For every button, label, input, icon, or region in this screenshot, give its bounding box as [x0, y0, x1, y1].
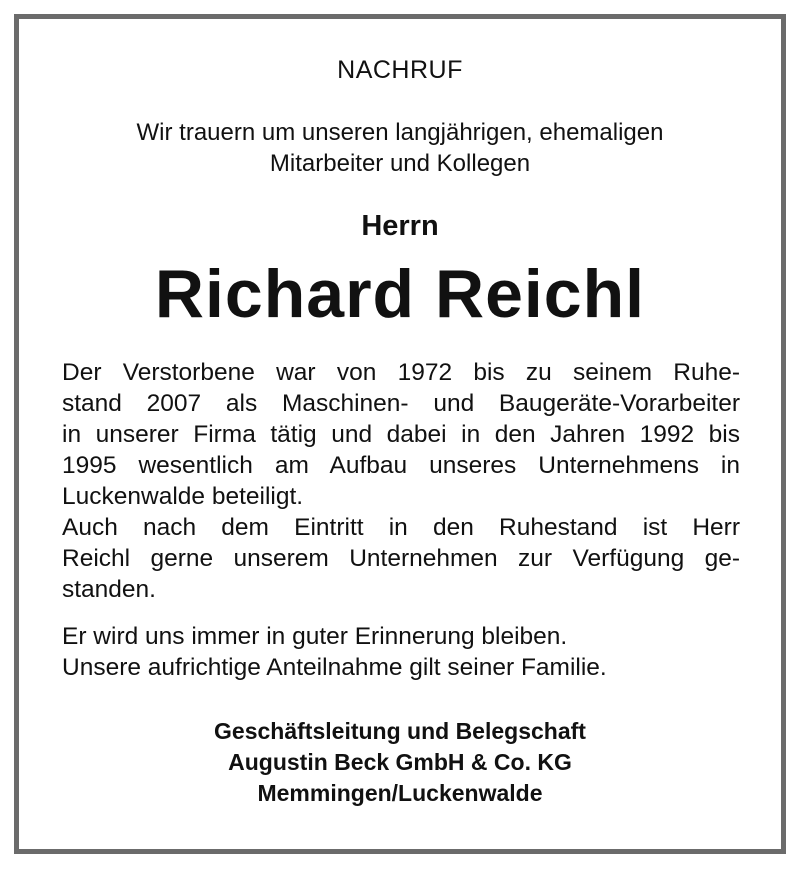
deceased-name: Richard Reichl [154, 256, 646, 332]
signature-line: Geschäftsleitung und Belegschaft [214, 718, 586, 744]
paragraph-line: Er wird uns immer in guter Erinnerung bleiben. [62, 623, 568, 650]
paragraph-line: in unserer Firma tätig und dabei in den Jahren 1992 bis [62, 421, 740, 448]
paragraph-line: Unsere aufrichtige Anteilnahme gilt seiner Familie. [62, 654, 607, 681]
retirement-paragraph [62, 512, 740, 605]
condolence-paragraph [62, 621, 740, 683]
intro-line: Wir trauern um unseren langjährigen, ehemaligen [136, 119, 664, 146]
paragraph-line: Luckenwalde beteiligt. [62, 483, 304, 510]
paragraph-line: standen. [62, 576, 156, 603]
paragraph-line: Der Verstorbene war von 1972 bis zu seinem Ruhe- [62, 359, 740, 386]
signature-block [0, 716, 800, 809]
honorific: Herrn [361, 210, 439, 242]
notice-heading: NACHRUF [337, 56, 463, 84]
paragraph-line: Auch nach dem Eintritt in den Ruhestand ist Herr [62, 514, 740, 541]
intro-text [0, 117, 800, 179]
paragraph-line: 1995 wesentlich am Aufbau unseres Unternehmens in [62, 452, 740, 479]
signature-line: Memmingen/Luckenwalde [257, 780, 543, 806]
signature-line: Augustin Beck GmbH & Co. KG [228, 749, 572, 775]
biography-paragraph [62, 357, 740, 512]
intro-line: Mitarbeiter und Kollegen [269, 150, 531, 177]
paragraph-line: Reichl gerne unserem Unternehmen zur Verfügung ge- [62, 545, 740, 572]
paragraph-line: stand 2007 als Maschinen- und Baugeräte-Vorarbeiter [62, 390, 740, 417]
